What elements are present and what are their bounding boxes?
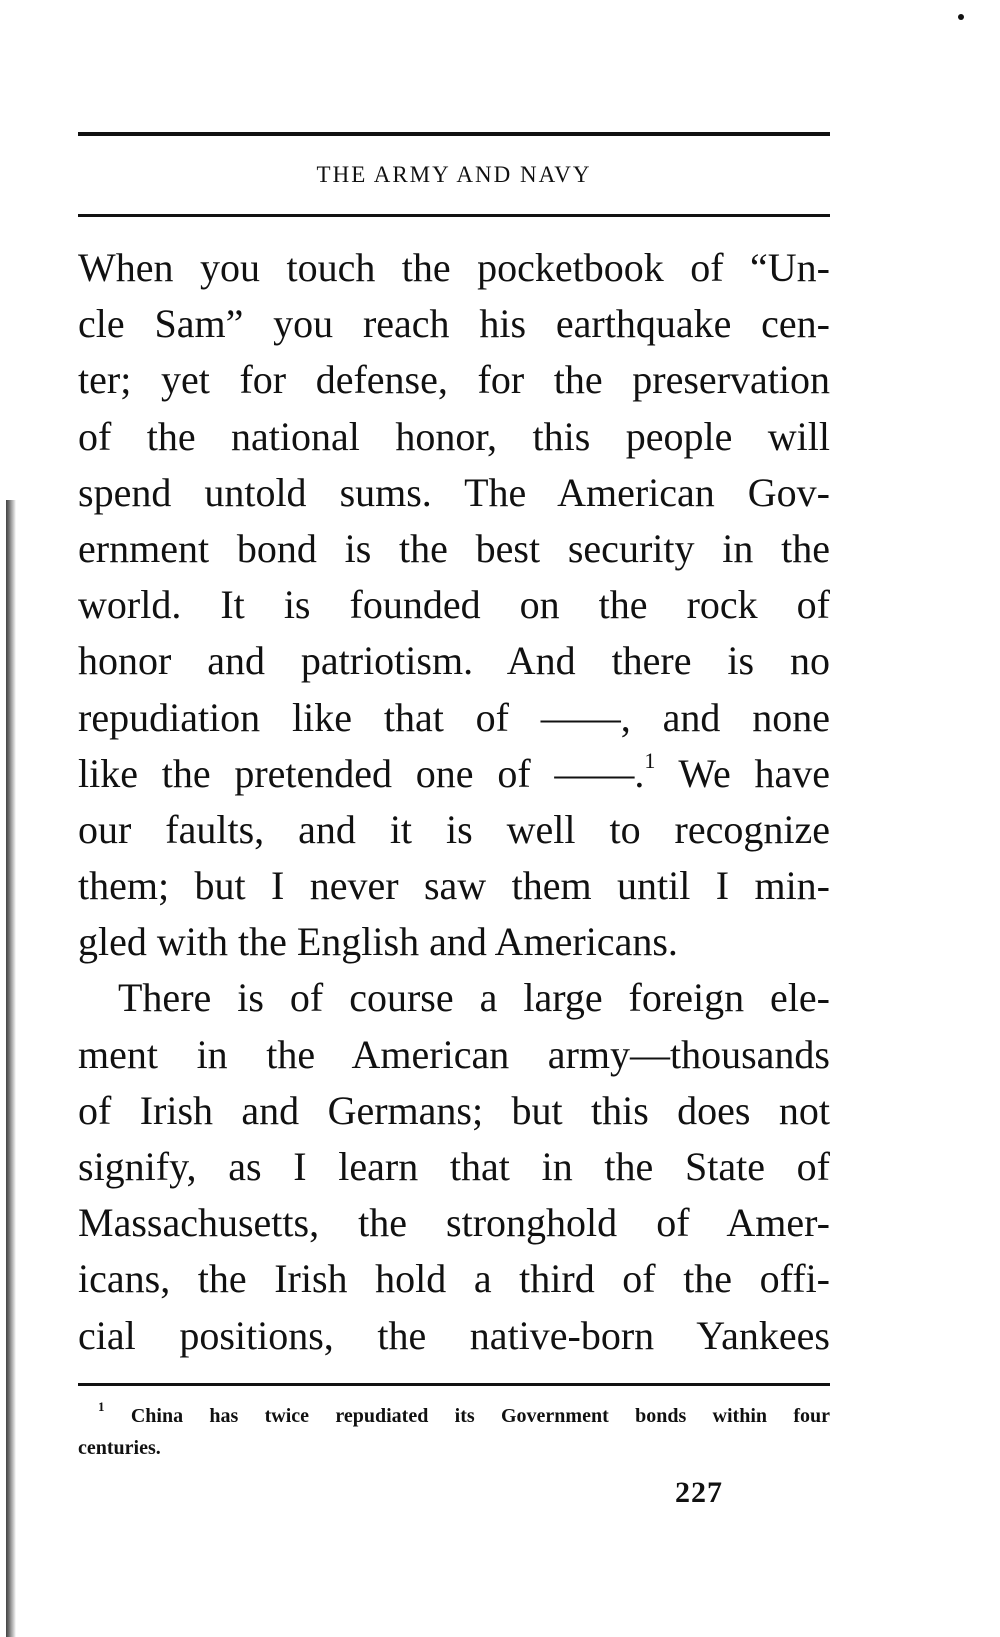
text-line: world. It is founded on the rock of — [78, 582, 830, 628]
footnote-line: centuries. — [78, 1437, 161, 1459]
text-line-with-footnote-ref — [78, 746, 830, 802]
text-line: icans, the Irish hold a third of the offi- — [78, 1256, 830, 1302]
binding-edge — [6, 500, 16, 1637]
text-line: When you touch the pocketbook of “Un- — [78, 245, 830, 290]
text-line: of Irish and Germans; but this does not — [78, 1087, 830, 1133]
text-line: signify, as I learn that in the State of — [78, 1144, 830, 1189]
footnote-rule — [78, 1383, 830, 1386]
text-line: gled with the English and Americans. — [78, 919, 678, 965]
footnote-marker: 1 — [98, 1399, 105, 1415]
text-line: ment in the American army—thousands — [78, 1031, 830, 1077]
scan-speck — [958, 14, 964, 20]
page-number: 227 — [675, 1476, 723, 1509]
text-line: cial positions, the native-born Yankees — [78, 1312, 830, 1358]
text-line: ernment bond is the best security in the — [78, 525, 830, 571]
footnote — [78, 1400, 830, 1464]
footnote-line — [78, 1400, 830, 1432]
text-line: Massachusetts, the stronghold of Amer- — [78, 1200, 830, 1246]
text-line: cle Sam” you reach his earthquake cen- — [78, 301, 830, 347]
footnote-text: China has twice repudiated its Government bonds within four — [130, 1405, 830, 1427]
text-line: honor and patriotism. And there is no — [78, 638, 830, 684]
text-line: our faults, and it is well to recognize — [78, 806, 830, 852]
text-segment: like the pretended one of ——. — [78, 750, 645, 796]
text-line: of the national honor, this people will — [78, 413, 830, 459]
body-text — [78, 240, 830, 1364]
text-line: spend untold sums. The American Gov- — [78, 469, 830, 515]
footnote-reference: 1 — [644, 748, 656, 774]
header-bottom-rule — [78, 214, 830, 217]
text-line: repudiation like that of ——, and none — [78, 694, 830, 740]
running-head: THE ARMY AND NAVY — [316, 162, 592, 187]
text-line: There is of course a large foreign ele- — [118, 975, 830, 1021]
header-top-rule — [78, 132, 830, 136]
text-line: ter; yet for defense, for the preservation — [78, 357, 830, 403]
text-line: them; but I never saw them until I min- — [78, 863, 830, 909]
text-segment: We have — [655, 750, 830, 796]
